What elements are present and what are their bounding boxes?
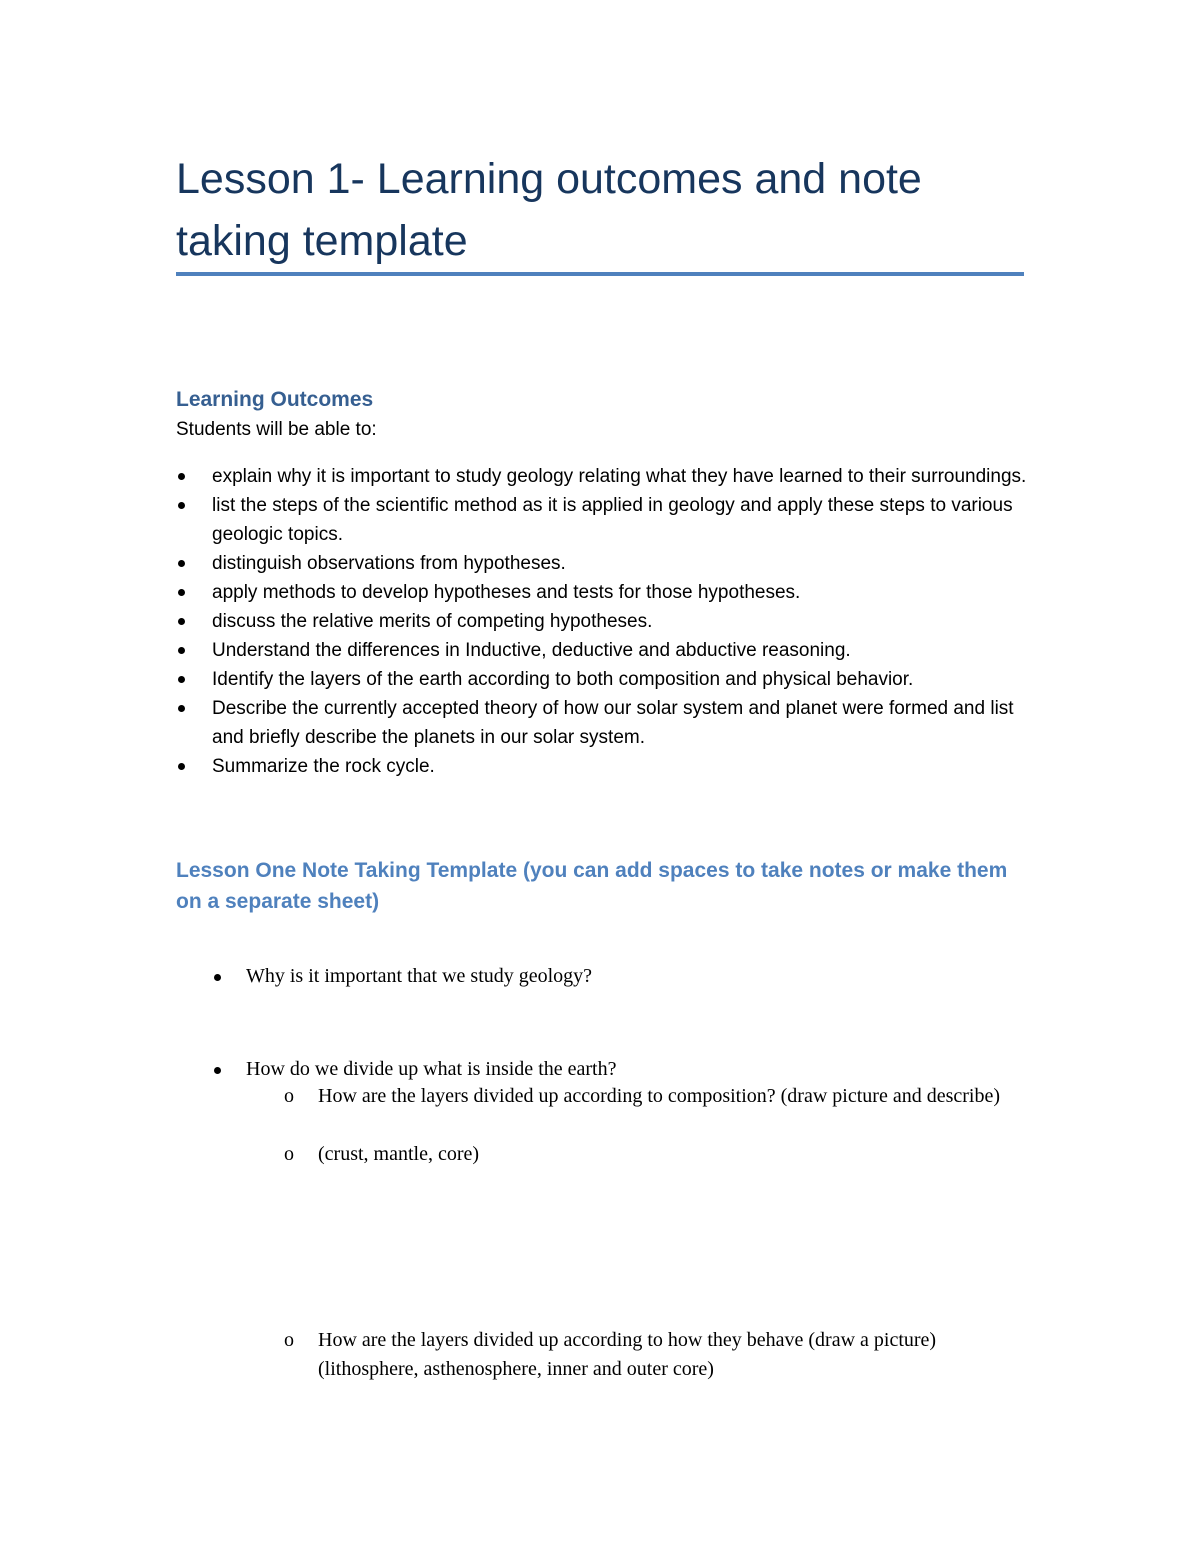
bullet-icon: [178, 763, 185, 770]
template-sub-item: [284, 1326, 1004, 1384]
bullet-icon: [178, 618, 185, 625]
outcome-text: list the steps of the scientific method as it is applied in geology and apply these steps to various geologic topics.: [212, 495, 1013, 545]
bullet-icon: [178, 705, 185, 712]
bullet-icon: [178, 502, 185, 509]
sub-item-text: How are the layers divided up according to composition? (draw picture and describe): [318, 1085, 1000, 1107]
learning-outcomes-list: [176, 462, 1036, 781]
outcome-item: [176, 636, 1036, 665]
circle-bullet-icon: o: [284, 1329, 294, 1351]
outcome-item: [176, 462, 1036, 491]
bullet-icon: [178, 473, 185, 480]
outcome-item: [176, 607, 1036, 636]
sub-item-text: (crust, mantle, core): [318, 1143, 480, 1165]
bullet-icon: [178, 647, 185, 654]
document-title: Lesson 1- Learning outcomes and note taking template: [176, 155, 922, 265]
template-question: [212, 1055, 616, 1084]
sub-item-text: How are the layers divided up according to how they behave (draw a picture)(lithosphere, asthenosphere, inner and outer core): [318, 1329, 937, 1380]
outcome-item: [176, 752, 1036, 781]
bullet-icon: [178, 560, 185, 567]
outcome-text: Summarize the rock cycle.: [212, 756, 435, 777]
bullet-icon: [214, 1067, 221, 1074]
template-question: [212, 962, 592, 991]
note-template-heading: Lesson One Note Taking Template (you can add spaces to take notes or make them on a separate sheet): [176, 859, 1008, 913]
bullet-icon: [178, 676, 185, 683]
outcome-item: [176, 578, 1036, 607]
outcome-item: [176, 549, 1036, 578]
outcome-text: distinguish observations from hypotheses.: [212, 553, 566, 574]
outcome-text: Identify the layers of the earth according to both composition and physical behavior.: [212, 669, 914, 690]
template-sub-item: [284, 1140, 1004, 1169]
outcome-item: [176, 665, 1036, 694]
outcome-text: discuss the relative merits of competing hypotheses.: [212, 611, 653, 632]
outcomes-intro: Students will be able to:: [176, 419, 377, 440]
outcome-item: [176, 491, 1036, 549]
title-underline-rule: [176, 272, 1024, 276]
outcome-item: [176, 694, 1036, 752]
outcome-text: apply methods to develop hypotheses and tests for those hypotheses.: [212, 582, 801, 603]
outcome-text: explain why it is important to study geology relating what they have learned to their surroundings.: [212, 466, 1027, 487]
template-sub-item: [284, 1082, 1004, 1111]
question-text: How do we divide up what is inside the earth?: [246, 1058, 617, 1080]
question-text: Why is it important that we study geology?: [246, 965, 593, 987]
learning-outcomes-heading: Learning Outcomes: [176, 388, 374, 411]
circle-bullet-icon: o: [284, 1143, 294, 1165]
outcome-text: Understand the differences in Inductive, deductive and abductive reasoning.: [212, 640, 851, 661]
bullet-icon: [214, 974, 221, 981]
outcome-text: Describe the currently accepted theory of how our solar system and planet were formed and list and briefly describe the planets in our solar system.: [212, 698, 1014, 748]
circle-bullet-icon: o: [284, 1085, 294, 1107]
bullet-icon: [178, 589, 185, 596]
